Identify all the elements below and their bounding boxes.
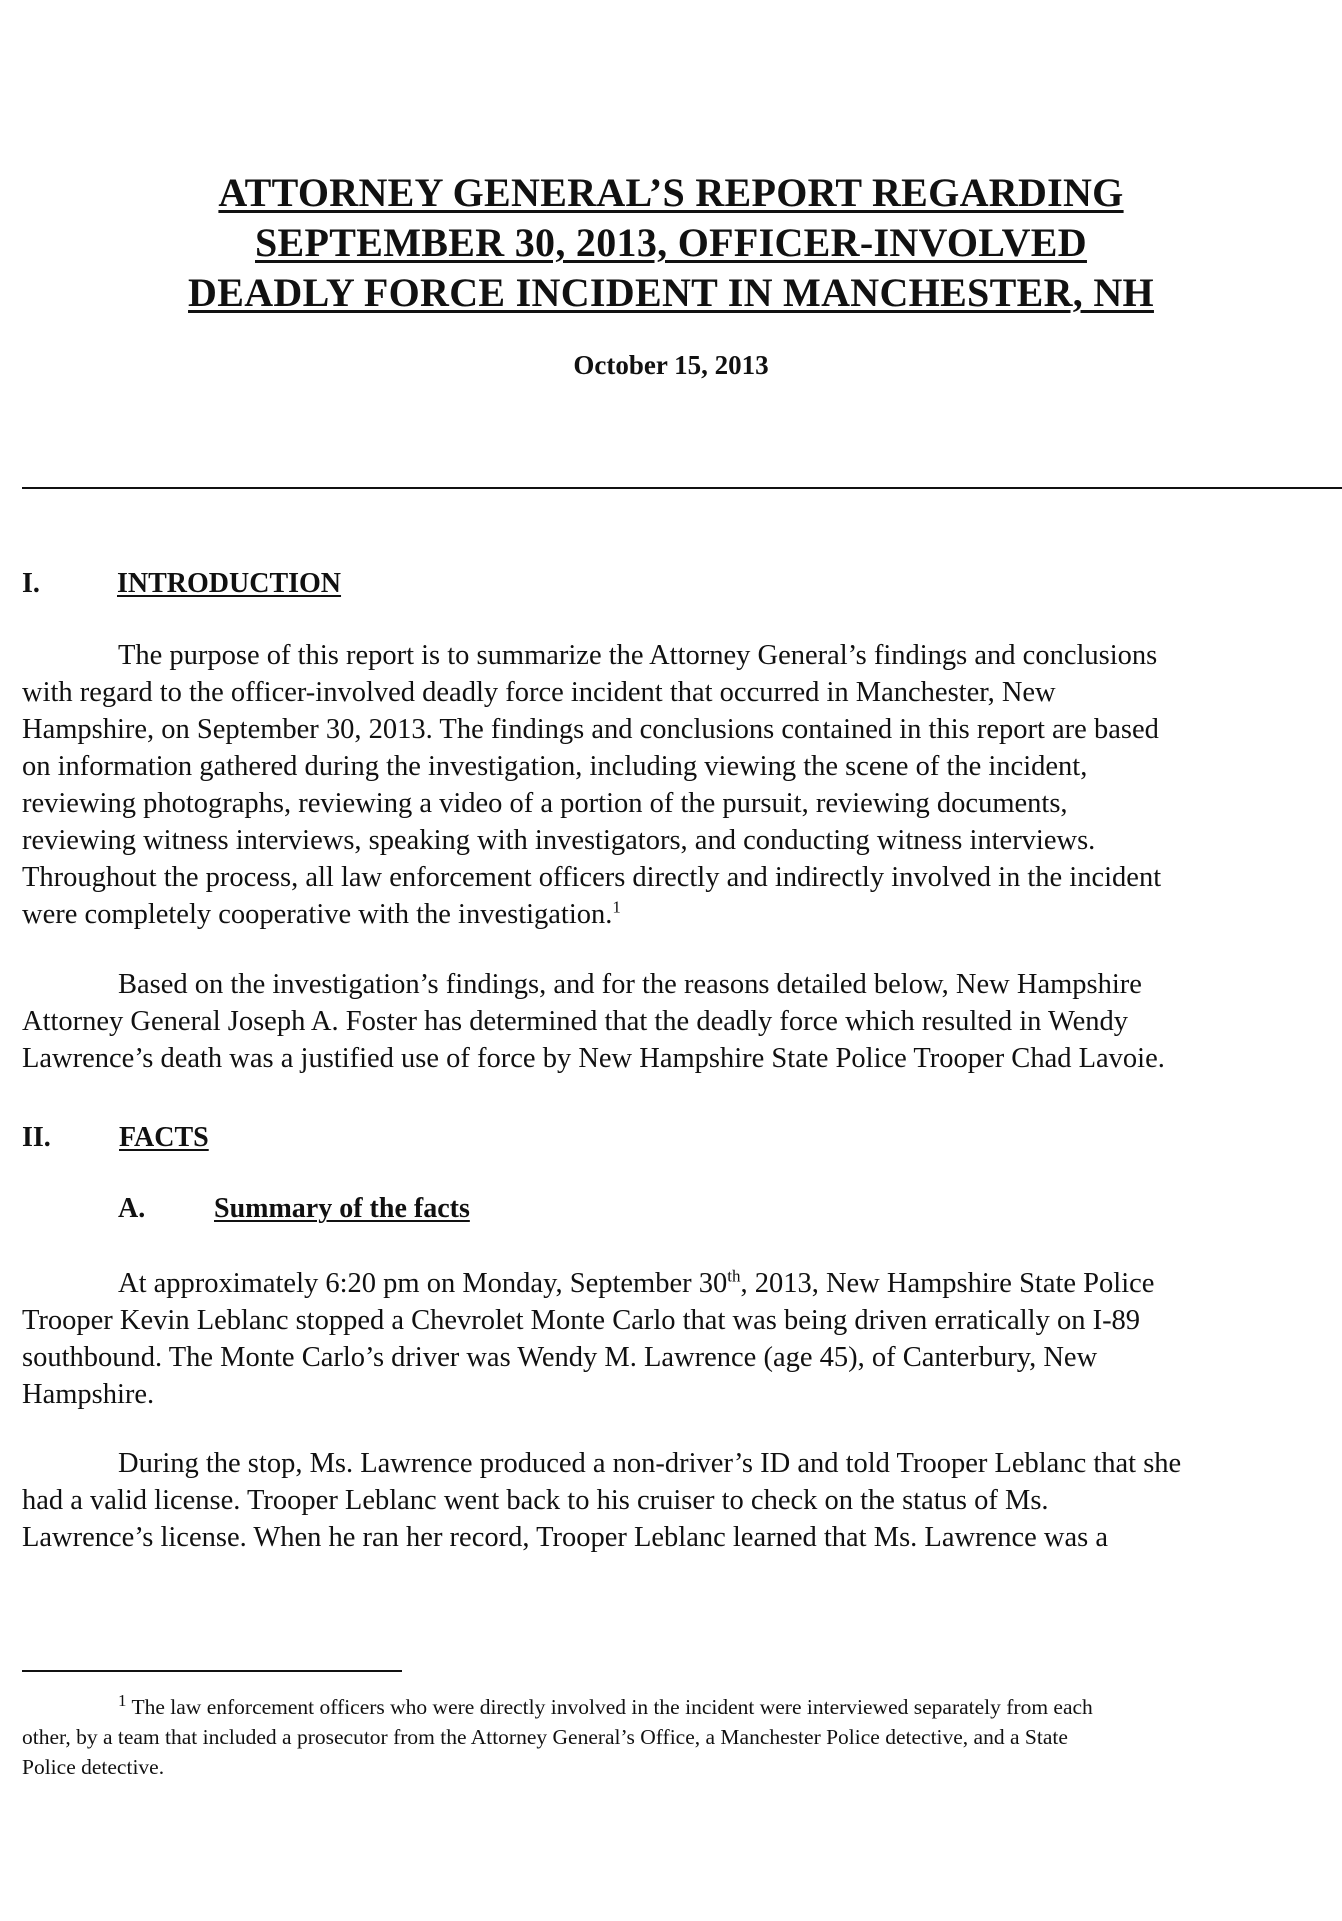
text-line: with regard to the officer-involved deadly force incident that occurred in Manchester, New bbox=[22, 677, 1056, 708]
text-line: other, by a team that included a prosecutor from the Attorney General’s Office, a Manchester Police detective, and a State bbox=[22, 1725, 1068, 1749]
text-line-content: were completely cooperative with the investigation. bbox=[22, 899, 613, 930]
text-line: on information gathered during the investigation, including viewing the scene of the incident, bbox=[22, 751, 1088, 782]
report-date: October 15, 2013 bbox=[573, 350, 769, 380]
subsection-number: A. bbox=[118, 1193, 146, 1224]
text-line bbox=[22, 896, 1342, 933]
footnote-number: 1 bbox=[118, 1690, 127, 1710]
text-line-content: , 2013, New Hampshire State Police bbox=[740, 1268, 1155, 1299]
title-line-1: ATTORNEY GENERAL’S REPORT REGARDING bbox=[218, 170, 1124, 215]
text-line: Police detective. bbox=[22, 1755, 165, 1779]
footnote-1 bbox=[22, 1692, 1332, 1782]
section-number: II. bbox=[22, 1122, 51, 1153]
footnote-divider bbox=[22, 1670, 402, 1672]
section-heading-facts bbox=[22, 1122, 209, 1154]
text-line: Hampshire, on September 30, 2013. The findings and conclusions contained in this report are based bbox=[22, 714, 1159, 745]
section-label: INTRODUCTION bbox=[117, 568, 342, 599]
subsection-heading-summary bbox=[118, 1193, 470, 1225]
text-line: Lawrence’s death was a justified use of force by New Hampshire State Police Trooper Chad Lavoie. bbox=[22, 1043, 1165, 1074]
footnote-ref: 1 bbox=[612, 897, 621, 917]
text-line: Lawrence’s license. When he ran her record, Trooper Leblanc learned that Ms. Lawrence was a bbox=[22, 1522, 1108, 1553]
title-divider bbox=[22, 487, 1342, 489]
ordinal-suffix: th bbox=[727, 1266, 741, 1286]
text-line bbox=[22, 1265, 1342, 1302]
text-line-content: The law enforcement officers who were directly involved in the incident were interviewed separately from each bbox=[126, 1695, 1093, 1719]
section-number: I. bbox=[22, 568, 40, 599]
text-line: southbound. The Monte Carlo’s driver was Wendy M. Lawrence (age 45), of Canterbury, New bbox=[22, 1342, 1098, 1373]
text-line: Hampshire. bbox=[22, 1379, 155, 1410]
text-line: Throughout the process, all law enforcement officers directly and indirectly involved in the incident bbox=[22, 862, 1162, 893]
paragraph-summary-stop bbox=[22, 1265, 1342, 1413]
title-line-3: DEADLY FORCE INCIDENT IN MANCHESTER, NH bbox=[188, 270, 1154, 315]
title-line-2: SEPTEMBER 30, 2013, OFFICER-INVOLVED bbox=[255, 220, 1087, 265]
text-line: Based on the investigation’s findings, and for the reasons detailed below, New Hampshire bbox=[118, 969, 1142, 1000]
paragraph-introduction bbox=[22, 637, 1342, 933]
section-label: FACTS bbox=[119, 1122, 209, 1153]
report-title bbox=[0, 168, 1342, 318]
text-line: reviewing photographs, reviewing a video of a portion of the pursuit, reviewing documents, bbox=[22, 788, 1068, 819]
text-line: During the stop, Ms. Lawrence produced a non-driver’s ID and told Trooper Leblanc that she bbox=[118, 1448, 1182, 1479]
text-line-content: At approximately 6:20 pm on Monday, September 30 bbox=[118, 1268, 728, 1299]
text-line: Attorney General Joseph A. Foster has determined that the deadly force which resulted in Wendy bbox=[22, 1006, 1128, 1037]
paragraph-summary-license bbox=[22, 1445, 1342, 1556]
text-line: reviewing witness interviews, speaking with investigators, and conducting witness interviews. bbox=[22, 825, 1096, 856]
paragraph-determination bbox=[22, 966, 1342, 1077]
subsection-label: Summary of the facts bbox=[214, 1193, 470, 1224]
text-line: The purpose of this report is to summarize the Attorney General’s findings and conclusions bbox=[118, 640, 1158, 671]
text-line: Trooper Kevin Leblanc stopped a Chevrolet Monte Carlo that was being driven erratically on I-89 bbox=[22, 1305, 1141, 1336]
text-line: had a valid license. Trooper Leblanc went back to his cruiser to check on the status of Ms. bbox=[22, 1485, 1049, 1516]
section-heading-introduction bbox=[22, 568, 341, 600]
text-line bbox=[22, 1692, 1332, 1722]
